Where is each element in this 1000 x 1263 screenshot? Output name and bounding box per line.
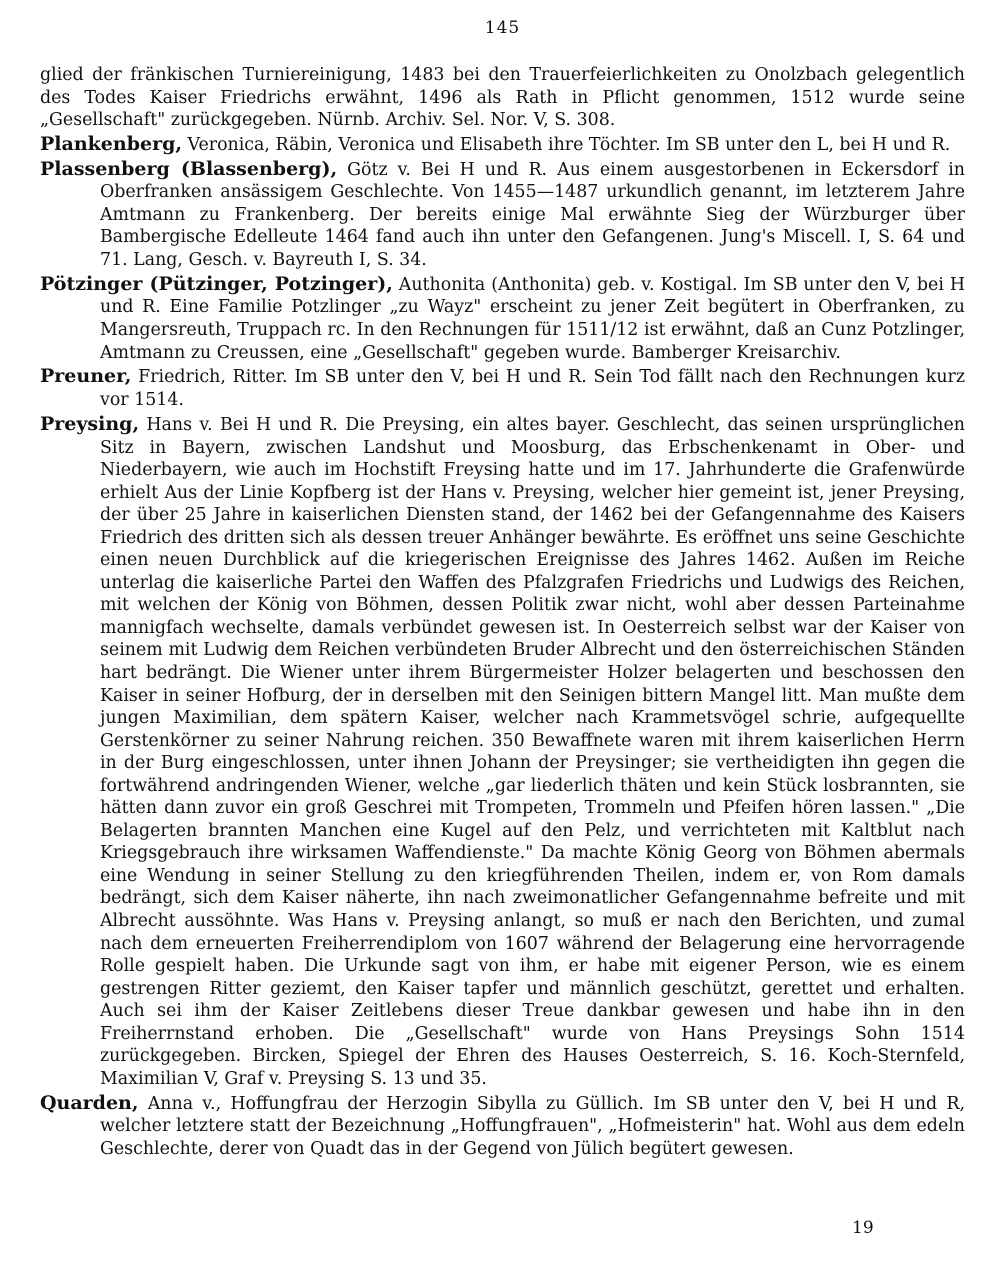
entry-heading: Plassenberg (Blassenberg), xyxy=(40,157,338,180)
entry-text: Friedrich, Ritter. Im SB unter den V, bei H und R. Sein Tod fällt nach den Rechnungen kurz vor 1514. xyxy=(100,367,965,411)
entry-text: Veronica, Räbin, Veronica und Elisabeth ihre Töchter. Im SB unter den L, bei H und R. xyxy=(181,134,951,155)
paragraph-text: glied der fränkischen Turniereinigung, 1483 bei den Trauerfeierlichkeiten zu Onolzbach gelegentlich des Todes Kaiser Friedrichs erwähnt, 1496 als Rath in Pflicht genommen, 1512 wurde seine „Gesellschaft" zurückgegeben. Nürnb. Archiv. Sel. Nor. V, S. 308. xyxy=(40,65,965,131)
page-number: 145 xyxy=(484,18,521,38)
entry-heading: Preuner, xyxy=(40,365,132,388)
entry-heading: Pötzinger (Pützinger, Potzinger), xyxy=(40,272,393,295)
entry-poetzinger xyxy=(40,273,965,364)
entry-heading: Plankenberg, xyxy=(40,132,182,155)
entry-preuner xyxy=(40,365,965,411)
entry-text: Authonita (Anthonita) geb. v. Kostigal. Im SB unter den V, bei H und R. Eine Familie Potzlinger „zu Wayz" erscheint zu jener Zeit begütert in Oberfranken, zu Mangersreuth, Truppach rc. In den Rechnungen für 1511/12 ist erwähnt, daß an Cunz Potzlinger, Amtmann zu Creussen, eine „Gesellschaft" gegeben wurde. Bamberger Kreisarchiv. xyxy=(100,274,965,363)
page-body xyxy=(40,64,965,1162)
entry-preysing xyxy=(40,413,965,1090)
entry-heading: Preysing, xyxy=(40,412,140,435)
signature-mark: 19 xyxy=(852,1218,874,1238)
entry-plassenberg xyxy=(40,158,965,272)
continued-paragraph xyxy=(40,64,965,132)
entry-text: Götz v. Bei H und R. Aus einem ausgestorbenen in Eckersdorf in Oberfranken ansässigem Geschlechte. Von 1455—1487 urkundlich genannt, im letzterem Jahre Amtmann zu Frankenberg. Der bereits einige Mal erwähnte Sieg der Würzburger über Bambergische Edelleute 1464 fand auch ihn unter den Gefangenen. Jung's Miscell. I, S. 64 und 71. Lang, Gesch. v. Bayreuth I, S. 34. xyxy=(100,159,965,270)
entry-text: Anna v., Hoffungfrau der Herzogin Sibylla zu Güllich. Im SB unter den V, bei H und R, welcher letztere statt der Bezeichnung „Hoffungfrauen", „Hofmeisterin" hat. Wohl aus dem edeln Geschlechte, derer von Quadt das in der Gegend von Jülich begütert gewesen. xyxy=(100,1093,965,1159)
entry-heading: Quarden, xyxy=(40,1091,139,1114)
entry-quarden xyxy=(40,1092,965,1161)
entry-text: Hans v. Bei H und R. Die Preysing, ein altes bayer. Geschlecht, das seinen ursprünglichen Sitz in Bayern, zwischen Landshut und Moosburg, das Erbschenkenamt in Ober- und Niederbayern, wie auch im Hochstift Freysing hatte und im 17. Jahrhunderte die Grafenwürde erhielt Aus der Linie Kopfberg ist der Hans v. Preysing, welcher hier gemeint ist, jener Preysing, der über 25 Jahre in kaiserlichen Diensten stand, der 1462 bei der Gefangennahme des Kaisers Friedrich des dritten sich als dessen treuer Anhänger bewährte. Es eröffnet uns seine Geschichte einen neuen Durchblick auf die kriegerischen Ereignisse des Jahres 1462. Außen im Reiche unterlag die kaiserliche Partei den Waffen des Pfalzgrafen Friedrichs und Ludwigs des Reichen, mit welchen der König von Böhmen, dessen Politik zwar nicht, wohl aber dessen Parteinahme mannigfach wechselte, damals verbündet gewesen ist. In Oesterreich selbst war der Kaiser von seinem mit Ludwig dem Reichen verbündeten Bruder Albrecht und den österreichischen Ständen hart bedrängt. Die Wiener unter ihrem Bürgermeister Holzer belagerten und beschossen den Kaiser in seiner Hofburg, der in derselben mit den Seinigen bittern Mangel litt. Man mußte dem jungen Maximilian, dem spätern Kaiser, welcher nach Krammetsvögel schrie, aufgequellte Gerstenkörner zu seiner Nahrung reichen. 350 Bewaffnete waren mit ihrem kaiserlichen Herrn in der Burg eingeschlossen, unter ihnen Johann der Preysinger; sie vertheidigten ihn gegen die fortwährend andringenden Wiener, welche „gar liederlich thäten und kein Stück losbrannten, sie hätten dann zuvor ein groß Geschrei mit Trompeten, Trommeln und Pfeifen hören lassen." „Die Belagerten brannten Manchen eine Kugel auf den Pelz, und verrichteten mit Kaltblut nach Kriegsgebrauch ihre wirksamen Waffendienste." Da machte König Georg von Böhmen abermals eine Wendung in seiner Stellung zu den kriegführenden Theilen, indem er, von Rom damals bedrängt, sich dem Kaiser näherte, ihn nach zweimonatlicher Gefangennahme befreite und mit Albrecht aussöhnte. Was Hans v. Preysing anlangt, so muß er nach den Berichten, und zumal nach dem erneuerten Freiherrendiplom von 1607 während der Belagerung eine hervorragende Rolle gespielt haben. Die Urkunde sagt von ihm, er habe mit eigener Person, wie es einem gestrengen Ritter geziemt, den Kaiser tapfer und männlich geschützt, gerettet und erhalten. Auch sei ihm der Kaiser Zeitlebens dieser Treue dankbar gewesen und habe ihn in den Freiherrnstand erhoben. Die „Gesellschaft" wurde von Hans Preysings Sohn 1514 zurückgegeben. Bircken, Spiegel der Ehren des Hauses Oesterreich, S. 16. Koch-Sternfeld, Maximilian V, Graf v. Preysing S. 13 und 35. xyxy=(100,414,965,1089)
entry-plankenberg xyxy=(40,133,965,157)
